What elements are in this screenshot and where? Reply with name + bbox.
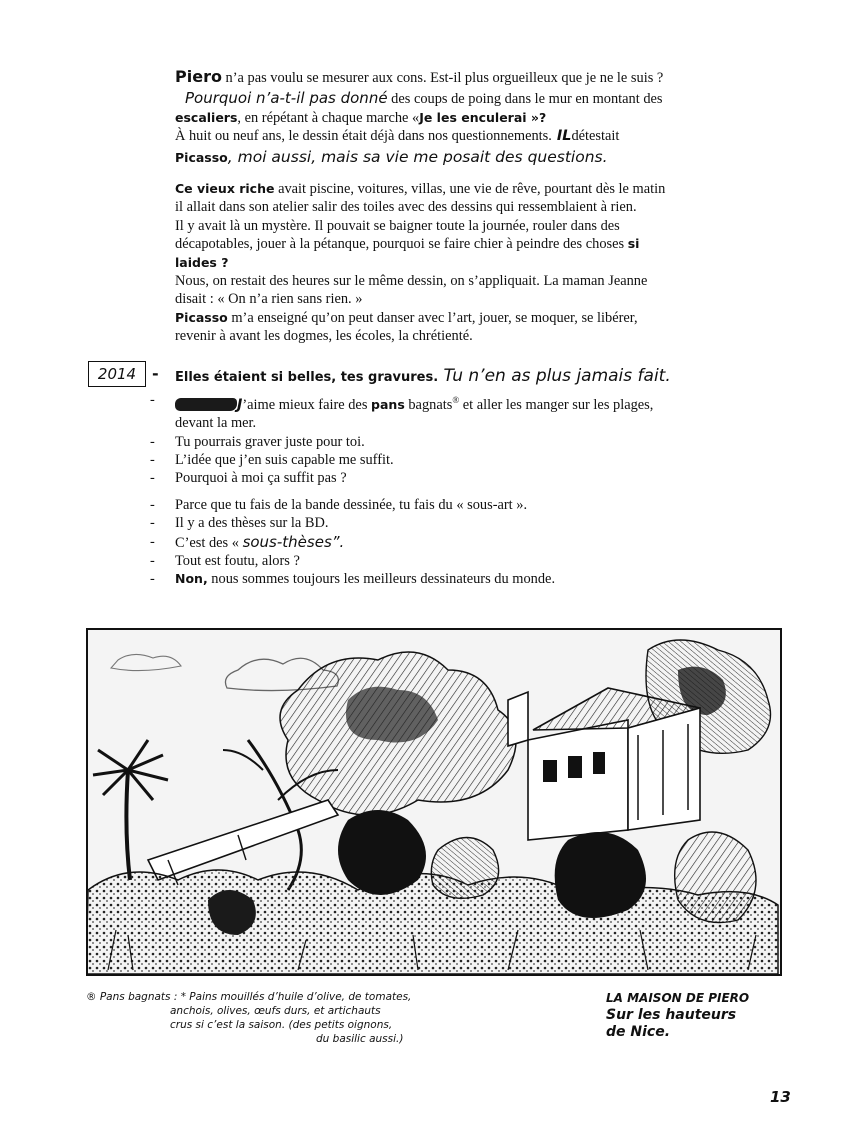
dash: - xyxy=(150,515,155,532)
footnote-line: crus si c’est la saison. (des petits oignons, xyxy=(170,1019,393,1031)
text-line: Il y avait là un mystère. Il pouvait se baigner toute la journée, rouler dans des xyxy=(175,217,620,234)
dash: - xyxy=(150,533,155,550)
text-span: L’idée que j’en suis capable me suffit. xyxy=(175,452,394,469)
text-span: C’est des « xyxy=(175,534,243,551)
text-span: Il y a des thèses sur la BD. xyxy=(175,515,329,532)
illustration-maison-piero xyxy=(86,628,782,976)
text-span: »? xyxy=(526,109,547,125)
text-span: bagnats xyxy=(404,396,453,413)
quote-bold: Je les enculerai xyxy=(419,109,527,125)
text-line xyxy=(175,68,735,87)
dash: - xyxy=(150,470,155,487)
text-line xyxy=(175,109,735,127)
name-piero: Piero xyxy=(175,67,222,86)
text-line xyxy=(175,127,735,145)
text-line xyxy=(175,309,735,327)
dialogue-line xyxy=(150,391,750,414)
text-span: des coups de poing dans le mur en montant des xyxy=(387,91,663,108)
dialogue-line xyxy=(150,469,750,487)
text-span: m’a enseigné qu’on peut danser avec l’art, jouer, se moquer, se libérer, xyxy=(227,309,638,326)
year-dash: - xyxy=(152,364,159,383)
text-span: Pourquoi à moi ça suffit pas ? xyxy=(175,470,347,487)
word-non: Non, xyxy=(175,571,208,587)
text-span: détestait xyxy=(571,128,620,145)
text-line xyxy=(175,180,735,198)
dash: - xyxy=(150,496,155,513)
text-line xyxy=(175,148,735,167)
text-span: et aller les manger sur les plages, xyxy=(459,396,654,413)
text-span: Parce que tu fais de la bande dessinée, tu fais du « sous-art ». xyxy=(175,496,528,513)
caption-line: Sur les hauteurs xyxy=(606,1007,737,1023)
footnote-marker: ® xyxy=(452,395,460,405)
page-number: 13 xyxy=(770,1088,791,1106)
dash: - xyxy=(150,553,155,570)
footnote-line: anchois, olives, œufs durs, et artichauts xyxy=(170,1005,381,1017)
text-span: décapotables, jouer à la pétanque, pourquoi se faire chier à peindre des choses xyxy=(175,236,628,253)
word-laides: laides ? xyxy=(175,254,229,270)
handwritten-question: Pourquoi n’a-t-il pas donné xyxy=(185,89,388,108)
handwritten-line: , moi aussi, mais sa vie me posait des questions. xyxy=(227,147,608,166)
dash: - xyxy=(150,571,155,588)
year-label: 2014 xyxy=(88,361,146,387)
text-line xyxy=(175,235,735,253)
text-line: revenir à avant les dogmes, les écoles, la chrétienté. xyxy=(175,328,473,345)
word-pans: pans xyxy=(371,396,405,412)
text-span: nous sommes toujours les meilleurs dessinateurs du monde. xyxy=(207,571,556,588)
text-line: il allait dans son atelier salir des toiles avec des dessins qui ressemblaient à rien. xyxy=(175,199,637,216)
handwritten-bold: Elles étaient si belles, tes gravures. xyxy=(175,370,439,385)
dash: - xyxy=(150,433,155,450)
handwritten-j: J xyxy=(237,396,243,413)
text-span: À huit ou neuf ans, le dessin était déjà dans nos questionnements. xyxy=(175,128,552,145)
caption-line: LA MAISON DE PIERO xyxy=(606,991,750,1005)
ink-drawing xyxy=(88,630,780,974)
footnote-line: du basilic aussi.) xyxy=(316,1033,404,1045)
name-picasso: Picasso xyxy=(175,149,228,165)
dialogue-line xyxy=(150,552,750,570)
dialogue-list xyxy=(150,391,750,589)
caption xyxy=(606,990,776,1041)
phrase-vieux-riche: Ce vieux riche xyxy=(175,181,275,196)
text-span: Tu pourrais graver juste pour toi. xyxy=(175,433,365,450)
name-picasso: Picasso xyxy=(175,309,228,325)
paragraph-piero xyxy=(175,68,735,167)
dialogue-line xyxy=(150,433,750,451)
dash: - xyxy=(150,452,155,469)
text-line xyxy=(175,254,735,272)
text-line: Nous, on restait des heures sur le même dessin, on s’appliquait. La maman Jeanne xyxy=(175,273,648,290)
scribble-out xyxy=(175,398,237,411)
text-span: ’aime mieux faire des xyxy=(242,396,372,413)
text-span: n’a pas voulu se mesurer aux cons. Est-il plus orgueilleux que je ne le suis ? xyxy=(221,70,664,86)
dialogue-line-continuation: devant la mer. xyxy=(175,415,257,432)
footnote xyxy=(86,990,446,1046)
text-span: Tout est foutu, alors ? xyxy=(175,553,300,570)
handwritten-line: Tu n’en as plus jamais fait. xyxy=(438,366,671,386)
word-escaliers: escaliers xyxy=(175,109,238,125)
handwritten-il: IL xyxy=(551,128,572,145)
text-line: disait : « On n’a rien sans rien. » xyxy=(175,291,363,308)
footnote-line: ® Pans bagnats : * Pains mouillés d’huile d’olive, de tomates, xyxy=(86,991,412,1003)
text-span: , en répétant à chaque marche « xyxy=(237,109,420,126)
caption-line: de Nice. xyxy=(606,1024,671,1040)
dash: - xyxy=(150,392,155,408)
handwritten-sous-theses: sous-thèses”. xyxy=(242,532,345,551)
dialogue-line xyxy=(150,533,750,552)
dialogue-first-line xyxy=(175,366,671,386)
paragraph-vieux-riche xyxy=(175,180,735,346)
dialogue-line xyxy=(150,451,750,469)
dialogue-line xyxy=(150,570,750,588)
text-line xyxy=(175,89,735,108)
dialogue-line xyxy=(150,496,750,514)
text-span: avait piscine, voitures, villas, une vie de rêve, pourtant dès le matin xyxy=(274,181,666,197)
dialogue-line xyxy=(150,514,750,532)
word-si: si xyxy=(627,236,640,252)
